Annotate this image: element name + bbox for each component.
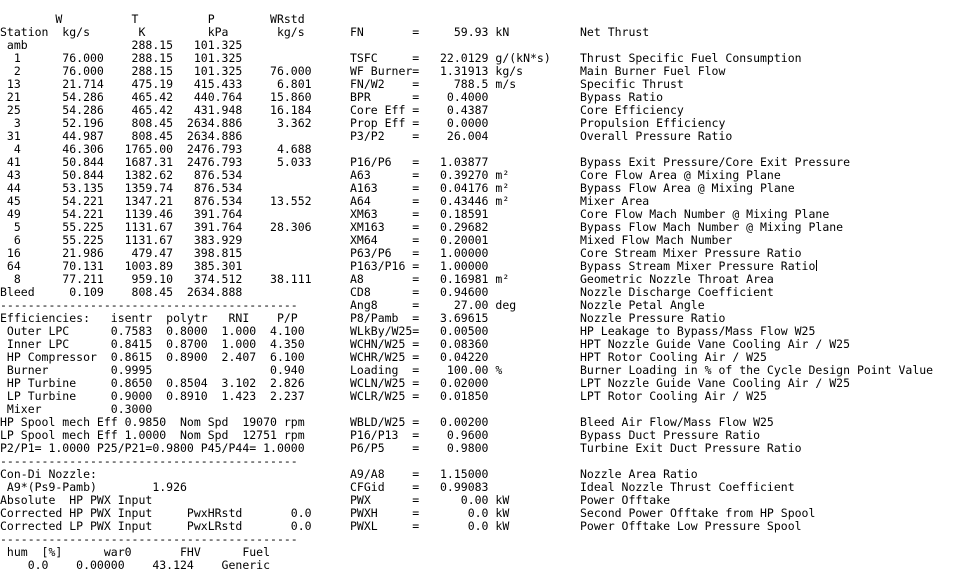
parameter-value-cell: XM163 = 0.29682 xyxy=(350,220,489,234)
parameter-description-cell: Overall Pressure Ratio xyxy=(580,129,733,143)
parameter-description-cell: Nozzle Discharge Coefficient xyxy=(580,285,774,299)
station-table-cell: 45 54.221 1347.21 876.534 13.552 xyxy=(0,194,312,208)
parameter-value-cell: Prop Eff = 0.0000 xyxy=(350,116,489,130)
parameter-description-cell: Bypass Duct Pressure Ratio xyxy=(580,428,761,442)
station-table-cell: ------------------------------------------- xyxy=(0,532,298,546)
parameter-description-cell: Nozzle Petal Angle xyxy=(580,298,705,312)
parameter-description-cell: Main Burner Fuel Flow xyxy=(580,64,726,78)
station-table-cell: HP Turbine 0.8650 0.8504 3.102 2.826 xyxy=(0,376,305,390)
station-table-cell: hum [%] war0 FHV Fuel xyxy=(0,545,271,559)
station-table-cell: 43 50.844 1382.62 876.534 xyxy=(0,168,243,182)
parameter-value-cell: WCLR/W25 = 0.01850 xyxy=(350,389,489,403)
station-table-cell: ------------------------------------------- xyxy=(0,454,298,468)
station-table-cell: Bleed 0.109 808.45 2634.888 xyxy=(0,285,243,299)
parameter-value-cell: FN/W2 = 788.5 m/s xyxy=(350,77,517,91)
station-table-cell: Station kg/s K kPa kg/s xyxy=(0,25,305,39)
parameter-value-cell: P8/Pamb = 3.69615 xyxy=(350,311,489,325)
parameter-description-cell: Second Power Offtake from HP Spool xyxy=(580,506,816,520)
parameter-description-cell: Net Thrust xyxy=(580,25,650,39)
station-table-cell: LP Turbine 0.9000 0.8910 1.423 2.237 xyxy=(0,389,305,403)
parameter-value-cell: A64 = 0.43446 m² xyxy=(350,194,510,208)
parameter-description-cell: Bleed Air Flow/Mass Flow W25 xyxy=(580,415,774,429)
parameter-value-cell: A8 = 0.16981 m² xyxy=(350,272,510,286)
parameter-value-cell: PWX = 0.00 kW xyxy=(350,493,510,507)
parameter-value-cell: P3/P2 = 26.004 xyxy=(350,129,489,143)
station-table-cell: P2/P1= 1.0000 P25/P21=0.9800 P45/P44= 1.0000 xyxy=(0,441,305,455)
station-table-cell: 21 54.286 465.42 440.764 15.860 xyxy=(0,90,312,104)
station-table-cell: amb 288.15 101.325 xyxy=(0,38,243,52)
station-table-cell: 31 44.987 808.45 2634.886 xyxy=(0,129,243,143)
parameter-value-cell: P6/P5 = 0.9800 xyxy=(350,441,489,455)
parameter-description-cell: Propulsion Efficiency xyxy=(580,116,726,130)
parameter-value-cell: WCHR/W25 = 0.04220 xyxy=(350,350,489,364)
parameter-description-cell: Core Stream Mixer Pressure Ratio xyxy=(580,246,802,260)
parameter-value-cell: WCHN/W25 = 0.08360 xyxy=(350,337,489,351)
parameter-value-cell: FN = 59.93 kN xyxy=(350,25,510,39)
station-table-cell: HP Compressor 0.8615 0.8900 2.407 6.100 xyxy=(0,350,305,364)
station-table-cell: W T P WRstd xyxy=(0,12,305,26)
station-table-cell: Mixer 0.3000 xyxy=(0,402,153,416)
parameter-description-cell: LPT Rotor Cooling Air / W25 xyxy=(580,389,767,403)
parameter-value-cell: PWXH = 0.0 kW xyxy=(350,506,510,520)
parameter-value-cell: TSFC = 22.0129 g/(kN*s) xyxy=(350,51,551,65)
parameter-description-cell: Bypass Exit Pressure/Core Exit Pressure xyxy=(580,155,851,169)
parameter-description-cell: Thrust Specific Fuel Consumption xyxy=(580,51,802,65)
station-table-cell: 41 50.844 1687.31 2476.793 5.033 xyxy=(0,155,312,169)
station-table-cell: 64 70.131 1003.89 385.301 xyxy=(0,259,243,273)
parameter-description-cell: Mixed Flow Mach Number xyxy=(580,233,733,247)
parameter-value-cell: XM64 = 0.20001 xyxy=(350,233,489,247)
parameter-description-cell: HP Leakage to Bypass/Mass Flow W25 xyxy=(580,324,816,338)
station-table-cell: Absolute HP PWX Input xyxy=(0,493,153,507)
parameter-description-cell: HPT Nozzle Guide Vane Cooling Air / W25 xyxy=(580,337,851,351)
station-table-cell: 3 52.196 808.45 2634.886 3.362 xyxy=(0,116,312,130)
parameter-description-cell: HPT Rotor Cooling Air / W25 xyxy=(580,350,767,364)
station-table-cell: 5 55.225 1131.67 391.764 28.306 xyxy=(0,220,312,234)
station-table-cell: 16 21.986 479.47 398.815 xyxy=(0,246,243,260)
parameter-value-cell: CFGid = 0.99083 xyxy=(350,480,489,494)
parameter-value-cell: WBLD/W25 = 0.00200 xyxy=(350,415,489,429)
parameter-description-cell: Core Efficiency xyxy=(580,103,684,117)
parameter-description-cell: Power Offtake Low Pressure Spool xyxy=(580,519,802,533)
parameter-description-cell: Core Flow Area @ Mixing Plane xyxy=(580,168,781,182)
parameter-description-cell: Geometric Nozzle Throat Area xyxy=(580,272,774,286)
parameter-value-cell: BPR = 0.4000 xyxy=(350,90,489,104)
parameter-description-cell: Burner Loading in % of the Cycle Design Point Value xyxy=(580,363,934,377)
parameter-description-cell: LPT Nozzle Guide Vane Cooling Air / W25 xyxy=(580,376,851,390)
parameter-value-cell: Loading = 100.00 % xyxy=(350,363,503,377)
parameter-value-cell: P163/P16 = 1.00000 xyxy=(350,259,489,273)
station-table-cell: HP Spool mech Eff 0.9850 Nom Spd 19070 rpm xyxy=(0,415,305,429)
station-table-cell: Inner LPC 0.8415 0.8700 1.000 4.350 xyxy=(0,337,305,351)
station-table-cell: 13 21.714 475.19 415.433 6.801 xyxy=(0,77,312,91)
parameter-value-cell: P16/P13 = 0.9600 xyxy=(350,428,489,442)
parameter-value-cell: WLkBy/W25= 0.00500 xyxy=(350,324,489,338)
parameter-description-cell: Core Flow Mach Number @ Mixing Plane xyxy=(580,207,830,221)
station-table-cell: 8 77.211 959.10 374.512 38.111 xyxy=(0,272,312,286)
parameter-description-cell: Bypass Flow Area @ Mixing Plane xyxy=(580,181,795,195)
parameter-description-cell: Specific Thrust xyxy=(580,77,684,91)
parameter-value-cell: XM63 = 0.18591 xyxy=(350,207,489,221)
station-table-cell: 6 55.225 1131.67 383.929 xyxy=(0,233,243,247)
parameter-value-cell: Ang8 = 27.00 deg xyxy=(350,298,517,312)
parameter-description-cell: Bypass Ratio xyxy=(580,90,664,104)
station-table-cell: Con-Di Nozzle: xyxy=(0,467,97,481)
parameter-value-cell: WCLN/W25 = 0.02000 xyxy=(350,376,489,390)
station-table-cell: LP Spool mech Eff 1.0000 Nom Spd 12751 rpm xyxy=(0,428,305,442)
station-table-cell: Efficiencies: isentr polytr RNI P/P xyxy=(0,311,298,325)
parameter-value-cell: CD8 = 0.94600 xyxy=(350,285,489,299)
parameter-description-cell: Bypass Flow Mach Number @ Mixing Plane xyxy=(580,220,844,234)
parameter-description-cell: Nozzle Area Ratio xyxy=(580,467,698,481)
station-table-cell: Corrected LP PWX Input PwxLRstd 0.0 xyxy=(0,519,312,533)
station-table-cell: 49 54.221 1139.46 391.764 xyxy=(0,207,243,221)
parameter-value-cell: P16/P6 = 1.03877 xyxy=(350,155,489,169)
station-table-cell: Burner 0.9995 0.940 xyxy=(0,363,305,377)
parameter-value-cell: A163 = 0.04176 m² xyxy=(350,181,510,195)
station-table-cell: 1 76.000 288.15 101.325 xyxy=(0,51,243,65)
parameter-value-cell: P63/P6 = 1.00000 xyxy=(350,246,489,260)
parameter-description-cell: Ideal Nozzle Thrust Coefficient xyxy=(580,480,795,494)
station-table-cell: Corrected HP PWX Input PwxHRstd 0.0 xyxy=(0,506,312,520)
parameter-description-cell: Bypass Stream Mixer Pressure Ratio xyxy=(580,259,816,273)
station-table-cell: 44 53.135 1359.74 876.534 xyxy=(0,181,243,195)
station-table-cell: 2 76.000 288.15 101.325 76.000 xyxy=(0,64,312,78)
parameter-value-cell: A9/A8 = 1.15000 xyxy=(350,467,489,481)
parameter-value-cell: WF Burner= 1.31913 kg/s xyxy=(350,64,524,78)
parameter-description-cell: Mixer Area xyxy=(580,194,650,208)
parameter-description-cell: Power Offtake xyxy=(580,493,671,507)
parameter-value-cell: Core Eff = 0.4387 xyxy=(350,103,489,117)
station-table-cell: 25 54.286 465.42 431.948 16.184 xyxy=(0,103,312,117)
station-table-cell: 4 46.306 1765.00 2476.793 4.688 xyxy=(0,142,312,156)
parameter-description-cell: Nozzle Pressure Ratio xyxy=(580,311,726,325)
parameter-description-cell: Turbine Exit Duct Pressure Ratio xyxy=(580,441,802,455)
parameter-value-cell: PWXL = 0.0 kW xyxy=(350,519,510,533)
station-table-cell: ------------------------------------------- xyxy=(0,298,298,312)
station-table-cell: 0.0 0.00000 43.124 Generic xyxy=(0,558,271,572)
station-table-cell: A9*(Ps9-Pamb) 1.926 xyxy=(0,480,187,494)
text-cursor xyxy=(816,260,817,271)
station-table-cell: Outer LPC 0.7583 0.8000 1.000 4.100 xyxy=(0,324,305,338)
parameter-value-cell: A63 = 0.39270 m² xyxy=(350,168,510,182)
